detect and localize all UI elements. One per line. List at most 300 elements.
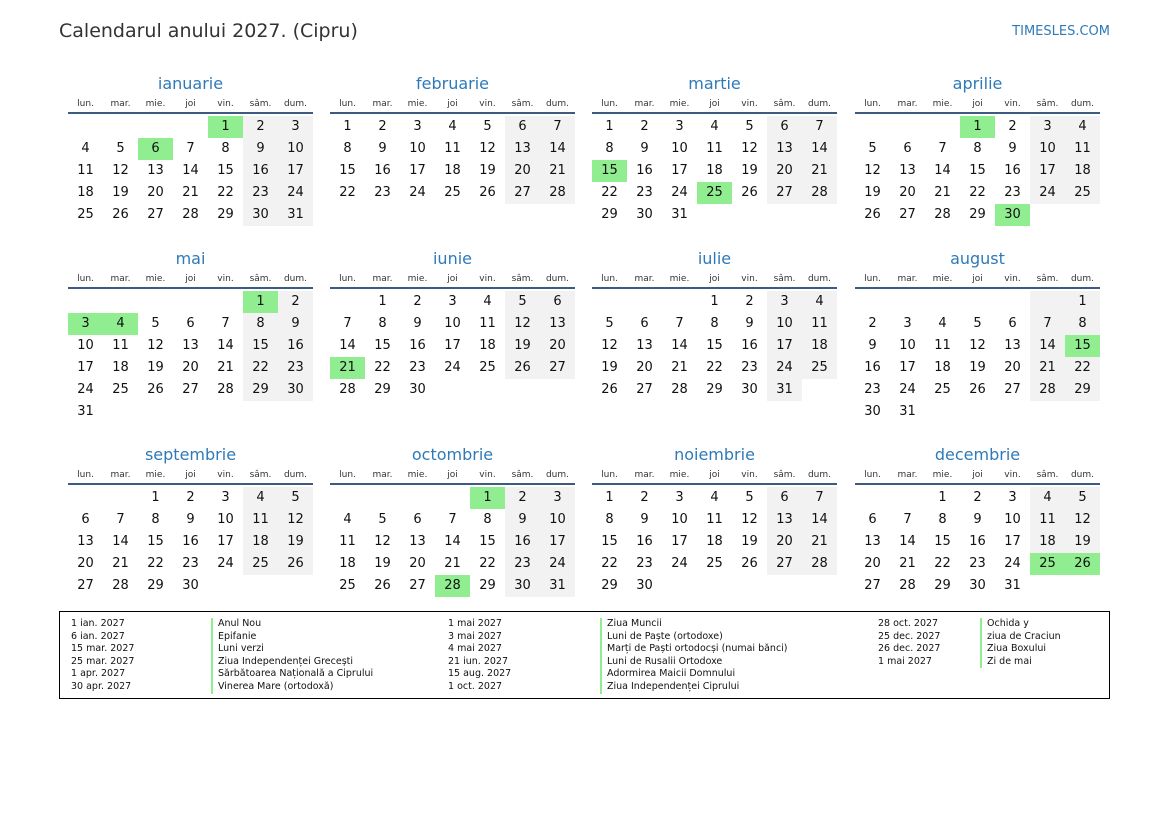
day: 12	[864, 163, 881, 178]
day: 17	[1004, 534, 1021, 549]
day: 12	[374, 534, 391, 549]
day: 5	[745, 119, 754, 134]
day: 30	[969, 578, 986, 593]
empty-day	[435, 487, 470, 509]
weekday-label: joi	[447, 470, 458, 480]
day: 16	[636, 534, 653, 549]
day: 11	[1030, 509, 1065, 531]
day: 12	[112, 163, 129, 178]
day: 12	[1065, 509, 1100, 531]
day: 7	[540, 116, 575, 138]
week-row	[330, 182, 575, 204]
month-title: octombrie	[411, 445, 494, 464]
week-row	[330, 357, 575, 379]
day: 17	[77, 360, 94, 375]
day: 4	[483, 294, 492, 309]
day: 10	[899, 338, 916, 353]
holiday-name: Ziua Independenței Grecești	[211, 656, 373, 669]
week-row	[855, 357, 1100, 379]
holiday-name: Vinerea Mare (ortodoxă)	[211, 681, 373, 694]
day: 25	[77, 207, 94, 222]
month-noiembrie	[592, 443, 837, 597]
holiday-name: Ziua Independenței Ciprului	[600, 681, 788, 694]
holiday-day: 4	[103, 313, 138, 335]
week-row	[592, 509, 837, 531]
weekday-label: vin.	[1004, 470, 1021, 480]
day: 25	[339, 578, 356, 593]
day: 31	[1004, 578, 1021, 593]
holiday-name: Ziua Boxului	[980, 643, 1061, 656]
day: 15	[374, 338, 391, 353]
day: 21	[899, 556, 916, 571]
day: 10	[1030, 138, 1065, 160]
month-title: februarie	[415, 74, 490, 93]
day: 14	[671, 338, 688, 353]
month-days	[592, 485, 837, 597]
day: 30	[409, 382, 426, 397]
week-row	[68, 487, 313, 509]
holiday-date: 6 ian. 2027	[71, 630, 125, 642]
holiday-date: 28 oct. 2027	[878, 618, 939, 629]
weekday-label: mie.	[407, 274, 428, 284]
weekday-label: mar.	[110, 470, 131, 480]
weekday-label: dum.	[545, 99, 570, 109]
day: 17	[409, 163, 426, 178]
day: 30	[636, 207, 653, 222]
day: 16	[864, 360, 881, 375]
day: 26	[147, 382, 164, 397]
day: 19	[969, 360, 986, 375]
day: 16	[1004, 163, 1021, 178]
day: 29	[706, 382, 723, 397]
holiday-name: Ochida y	[980, 618, 1061, 631]
day: 26	[112, 207, 129, 222]
day: 24	[217, 556, 234, 571]
weekday-label: joi	[972, 274, 983, 284]
week-row	[330, 379, 575, 401]
day: 12	[147, 338, 164, 353]
empty-day	[138, 291, 173, 313]
day: 29	[243, 379, 278, 401]
day: 24	[767, 357, 802, 379]
empty-day	[330, 291, 365, 313]
holiday-names-column	[600, 618, 788, 694]
day: 9	[505, 509, 540, 531]
day: 20	[1004, 360, 1021, 375]
weekday-label: mar.	[372, 470, 393, 480]
empty-day	[173, 291, 208, 313]
day: 24	[278, 182, 313, 204]
day: 19	[864, 185, 881, 200]
day: 24	[899, 382, 916, 397]
day: 17	[540, 531, 575, 553]
day: 30	[864, 404, 881, 419]
day: 18	[1065, 160, 1100, 182]
day: 1	[1065, 291, 1100, 313]
day: 25	[112, 382, 129, 397]
week-row	[592, 357, 837, 379]
day: 9	[413, 316, 422, 331]
day: 19	[479, 163, 496, 178]
weekday-label: mie.	[932, 274, 953, 284]
day: 26	[741, 556, 758, 571]
day: 17	[278, 160, 313, 182]
empty-day	[470, 379, 505, 401]
day: 20	[147, 185, 164, 200]
holiday-date: 1 mai 2027	[448, 618, 502, 629]
day: 28	[112, 578, 129, 593]
day: 20	[77, 556, 94, 571]
week-row	[68, 553, 313, 575]
month-days	[68, 485, 313, 597]
empty-day	[802, 575, 837, 597]
weekday-label: sâm.	[249, 274, 272, 284]
day: 10	[278, 138, 313, 160]
week-row	[855, 531, 1100, 553]
day: 5	[868, 141, 877, 156]
day: 3	[1030, 116, 1065, 138]
weekday-header	[592, 96, 837, 114]
holiday-day: 3	[68, 313, 103, 335]
day: 20	[540, 335, 575, 357]
week-row	[330, 531, 575, 553]
empty-day	[1065, 401, 1100, 423]
day: 10	[540, 509, 575, 531]
day: 14	[934, 163, 951, 178]
holiday-dates-column	[71, 618, 134, 694]
week-row	[592, 204, 837, 226]
weekday-label: mar.	[110, 274, 131, 284]
day: 8	[343, 141, 352, 156]
weekday-label: dum.	[283, 274, 308, 284]
day: 1	[151, 490, 160, 505]
day: 27	[767, 182, 802, 204]
day: 22	[601, 185, 618, 200]
day: 19	[601, 360, 618, 375]
day: 16	[636, 163, 653, 178]
calendar-grid	[68, 72, 1101, 612]
day: 25	[802, 357, 837, 379]
day: 24	[77, 382, 94, 397]
empty-day	[103, 291, 138, 313]
month-days	[330, 114, 575, 204]
weekday-label: vin.	[479, 99, 496, 109]
week-row	[855, 204, 1100, 226]
week-row	[68, 138, 313, 160]
month-days	[592, 114, 837, 226]
day: 11	[934, 338, 951, 353]
day: 19	[147, 360, 164, 375]
holiday-dates-column	[878, 618, 940, 668]
day: 8	[151, 512, 160, 527]
day: 4	[802, 291, 837, 313]
day: 20	[409, 556, 426, 571]
holiday-name: Luni de Rusalii Ortodoxe	[600, 656, 788, 669]
day: 23	[864, 382, 881, 397]
empty-day	[890, 116, 925, 138]
day: 26	[374, 578, 391, 593]
weekday-label: sâm.	[511, 470, 534, 480]
weekday-label: mie.	[932, 470, 953, 480]
day: 22	[1065, 357, 1100, 379]
weekday-label: vin.	[479, 274, 496, 284]
weekday-label: sâm.	[773, 470, 796, 480]
week-row	[330, 487, 575, 509]
holiday-date: 15 mar. 2027	[71, 643, 135, 655]
month-days	[592, 289, 837, 401]
week-row	[68, 291, 313, 313]
weekday-label: mie.	[407, 470, 428, 480]
empty-day	[173, 401, 208, 423]
day: 5	[116, 141, 125, 156]
day: 23	[182, 556, 199, 571]
day: 8	[1065, 313, 1100, 335]
weekday-header	[330, 96, 575, 114]
day: 17	[671, 163, 688, 178]
day: 2	[378, 119, 387, 134]
day: 13	[77, 534, 94, 549]
day: 28	[1030, 379, 1065, 401]
empty-day	[995, 401, 1030, 423]
day: 20	[864, 556, 881, 571]
day: 23	[741, 360, 758, 375]
weekday-label: lun.	[601, 274, 618, 284]
day: 24	[671, 185, 688, 200]
day: 15	[706, 338, 723, 353]
empty-day	[697, 204, 732, 226]
day: 25	[479, 360, 496, 375]
empty-day	[802, 204, 837, 226]
day: 12	[741, 512, 758, 527]
day: 16	[969, 534, 986, 549]
day: 22	[339, 185, 356, 200]
day: 19	[741, 163, 758, 178]
day: 4	[1030, 487, 1065, 509]
day: 29	[374, 382, 391, 397]
day: 19	[278, 531, 313, 553]
day: 2	[278, 291, 313, 313]
day: 28	[802, 182, 837, 204]
weekday-label: joi	[185, 470, 196, 480]
day: 13	[767, 138, 802, 160]
day: 18	[444, 163, 461, 178]
month-title: mai	[175, 249, 206, 268]
weekday-header	[592, 271, 837, 289]
day: 6	[186, 316, 195, 331]
day: 2	[505, 487, 540, 509]
weekday-label: dum.	[1070, 470, 1095, 480]
day: 5	[745, 490, 754, 505]
day: 5	[605, 316, 614, 331]
day: 10	[217, 512, 234, 527]
week-row	[330, 138, 575, 160]
day: 13	[505, 138, 540, 160]
day: 22	[147, 556, 164, 571]
week-row	[855, 291, 1100, 313]
day: 21	[112, 556, 129, 571]
day: 25	[1065, 182, 1100, 204]
brand-link[interactable]: TIMESLES.COM	[1012, 24, 1110, 39]
weekday-label: sâm.	[1036, 99, 1059, 109]
weekday-label: vin.	[217, 274, 234, 284]
empty-day	[592, 291, 627, 313]
day: 22	[479, 556, 496, 571]
empty-day	[540, 379, 575, 401]
day: 11	[479, 316, 496, 331]
weekday-header	[68, 96, 313, 114]
day: 14	[802, 138, 837, 160]
day: 29	[601, 578, 618, 593]
day: 10	[671, 512, 688, 527]
day: 24	[409, 185, 426, 200]
week-row	[68, 160, 313, 182]
weekday-label: vin.	[1004, 99, 1021, 109]
day: 5	[151, 316, 160, 331]
holiday-names-column	[211, 618, 373, 694]
day: 9	[1008, 141, 1017, 156]
day: 31	[767, 379, 802, 401]
holiday-name: Ziua Muncii	[600, 618, 788, 631]
empty-day	[925, 291, 960, 313]
day: 3	[540, 487, 575, 509]
weekday-label: joi	[709, 274, 720, 284]
week-row	[68, 575, 313, 597]
holiday-name: Anul Nou	[211, 618, 373, 631]
day: 11	[112, 338, 129, 353]
weekday-label: joi	[447, 274, 458, 284]
month-mai	[68, 247, 313, 423]
empty-day	[1065, 204, 1100, 226]
day: 31	[540, 575, 575, 597]
day: 15	[934, 534, 951, 549]
month-title: iulie	[697, 249, 732, 268]
holiday-date: 3 mai 2027	[448, 630, 502, 642]
week-row	[592, 575, 837, 597]
weekday-label: dum.	[1070, 99, 1095, 109]
month-title: martie	[688, 74, 741, 93]
empty-day	[767, 575, 802, 597]
month-days	[855, 485, 1100, 597]
day: 7	[1030, 313, 1065, 335]
holiday-name: ziua de Craciun	[980, 631, 1061, 644]
weekday-label: mie.	[932, 99, 953, 109]
week-row	[855, 509, 1100, 531]
day: 28	[217, 382, 234, 397]
weekday-label: mie.	[669, 274, 690, 284]
empty-day	[1030, 575, 1065, 597]
holiday-name: Epifanie	[211, 631, 373, 644]
week-row	[592, 487, 837, 509]
empty-day	[278, 401, 313, 423]
week-row	[68, 531, 313, 553]
day: 15	[339, 163, 356, 178]
weekday-label: mar.	[897, 99, 918, 109]
day: 11	[243, 509, 278, 531]
day: 11	[1065, 138, 1100, 160]
month-martie	[592, 72, 837, 226]
holiday-day: 1	[243, 291, 278, 313]
weekday-header	[68, 467, 313, 485]
week-row	[592, 335, 837, 357]
day: 8	[221, 141, 230, 156]
weekday-label: joi	[185, 99, 196, 109]
week-row	[592, 182, 837, 204]
weekday-label: joi	[185, 274, 196, 284]
month-title: august	[950, 249, 1005, 268]
week-row	[855, 575, 1100, 597]
page-title: Calendarul anului 2027. (Cipru)	[59, 20, 358, 42]
week-row	[330, 313, 575, 335]
holiday-day: 26	[1065, 553, 1100, 575]
day: 4	[448, 119, 457, 134]
weekday-label: vin.	[217, 470, 234, 480]
empty-day	[208, 401, 243, 423]
day: 21	[444, 556, 461, 571]
day: 1	[710, 294, 719, 309]
weekday-label: dum.	[807, 274, 832, 284]
day: 13	[147, 163, 164, 178]
week-row	[592, 531, 837, 553]
month-days	[855, 114, 1100, 226]
weekday-header	[68, 271, 313, 289]
day: 22	[374, 360, 391, 375]
week-row	[855, 487, 1100, 509]
weekday-header	[855, 467, 1100, 485]
weekday-label: sâm.	[1036, 470, 1059, 480]
month-days	[68, 289, 313, 423]
day: 6	[413, 512, 422, 527]
day: 31	[77, 404, 94, 419]
day: 15	[969, 163, 986, 178]
day: 8	[938, 512, 947, 527]
holiday-name: Marți de Paști ortodocși (numai bănci)	[600, 643, 788, 656]
day: 22	[217, 185, 234, 200]
weekday-label: lun.	[339, 99, 356, 109]
empty-day	[68, 116, 103, 138]
weekday-label: mie.	[407, 99, 428, 109]
week-row	[68, 204, 313, 226]
weekday-label: mar.	[110, 99, 131, 109]
weekday-label: mie.	[145, 99, 166, 109]
day: 17	[1030, 160, 1065, 182]
weekday-label: joi	[447, 99, 458, 109]
day: 10	[409, 141, 426, 156]
week-row	[855, 160, 1100, 182]
weekday-label: mar.	[634, 99, 655, 109]
day: 26	[479, 185, 496, 200]
day: 4	[343, 512, 352, 527]
week-row	[855, 335, 1100, 357]
day: 4	[938, 316, 947, 331]
day: 30	[278, 379, 313, 401]
day: 18	[706, 534, 723, 549]
day: 28	[671, 382, 688, 397]
day: 7	[903, 512, 912, 527]
day: 11	[339, 534, 356, 549]
holiday-date: 25 mar. 2027	[71, 655, 135, 667]
day: 1	[343, 119, 352, 134]
weekday-label: sâm.	[1036, 274, 1059, 284]
day: 4	[1065, 116, 1100, 138]
day: 27	[864, 578, 881, 593]
month-title: aprilie	[952, 74, 1003, 93]
day: 9	[973, 512, 982, 527]
day: 19	[741, 534, 758, 549]
day: 18	[77, 185, 94, 200]
empty-day	[243, 575, 278, 597]
weekday-label: lun.	[601, 470, 618, 480]
day: 18	[112, 360, 129, 375]
